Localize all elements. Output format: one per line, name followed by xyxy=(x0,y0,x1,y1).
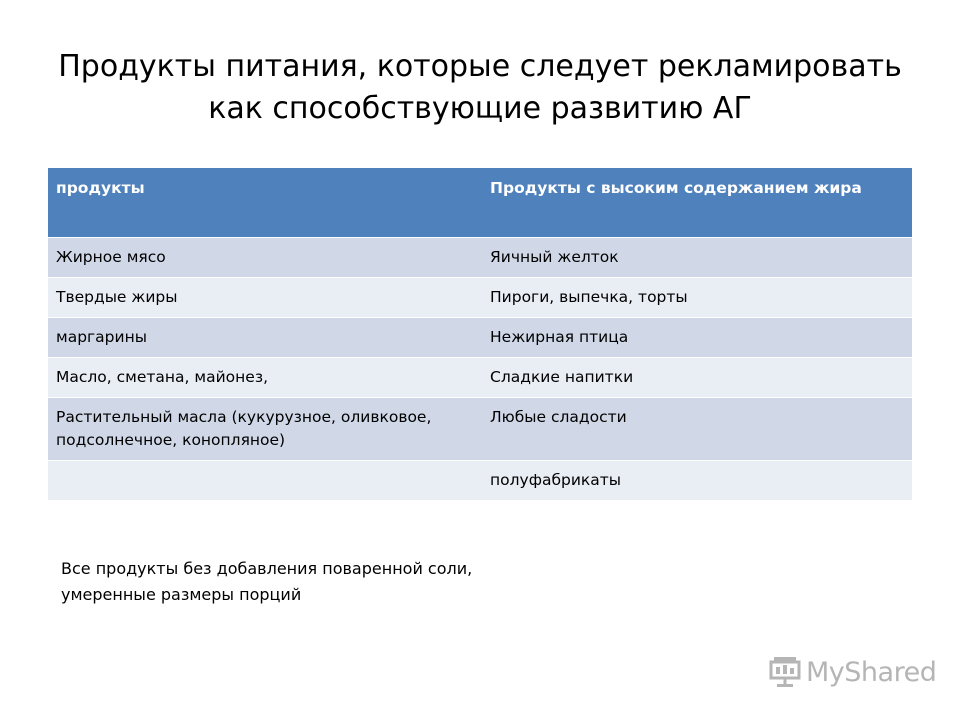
table-cell xyxy=(48,461,482,501)
table-cell: Пироги, выпечка, торты xyxy=(482,278,912,318)
presentation-board-icon xyxy=(768,655,802,689)
footnote-line-1: Все продукты без добавления поваренной соли, xyxy=(61,559,473,578)
table-row xyxy=(48,278,912,318)
slide-title-line-1: Продукты питания, которые следует рекламировать xyxy=(58,49,902,84)
header-cell-products: продукты xyxy=(48,168,482,238)
header-cell-high-fat: Продукты с высоким содержанием жира xyxy=(482,168,912,238)
table-row xyxy=(48,461,912,501)
table-row xyxy=(48,358,912,398)
products-table xyxy=(48,168,912,501)
myshared-watermark xyxy=(768,654,936,690)
table-cell: полуфабрикаты xyxy=(482,461,912,501)
table-header-row xyxy=(48,168,912,238)
table-cell: Масло, сметана, майонез, xyxy=(48,358,482,398)
table-cell: Сладкие напитки xyxy=(482,358,912,398)
table-row xyxy=(48,238,912,278)
watermark-text: MyShared xyxy=(806,656,937,688)
table-cell: Растительный масла (кукурузное, оливковое, подсолнечное, конопляное) xyxy=(48,398,482,461)
slide-title xyxy=(40,46,920,130)
table-row xyxy=(48,318,912,358)
table-cell: Твердые жиры xyxy=(48,278,482,318)
table-cell: Жирное мясо xyxy=(48,238,482,278)
table-cell: Нежирная птица xyxy=(482,318,912,358)
slide-title-line-2: как способствующие развитию АГ xyxy=(208,91,752,126)
table-cell: Яичный желток xyxy=(482,238,912,278)
footnote-line-2: умеренные размеры порций xyxy=(61,585,302,604)
table-cell: маргарины xyxy=(48,318,482,358)
table-row xyxy=(48,398,912,461)
table-cell: Любые сладости xyxy=(482,398,912,461)
footnote-text xyxy=(61,556,621,608)
